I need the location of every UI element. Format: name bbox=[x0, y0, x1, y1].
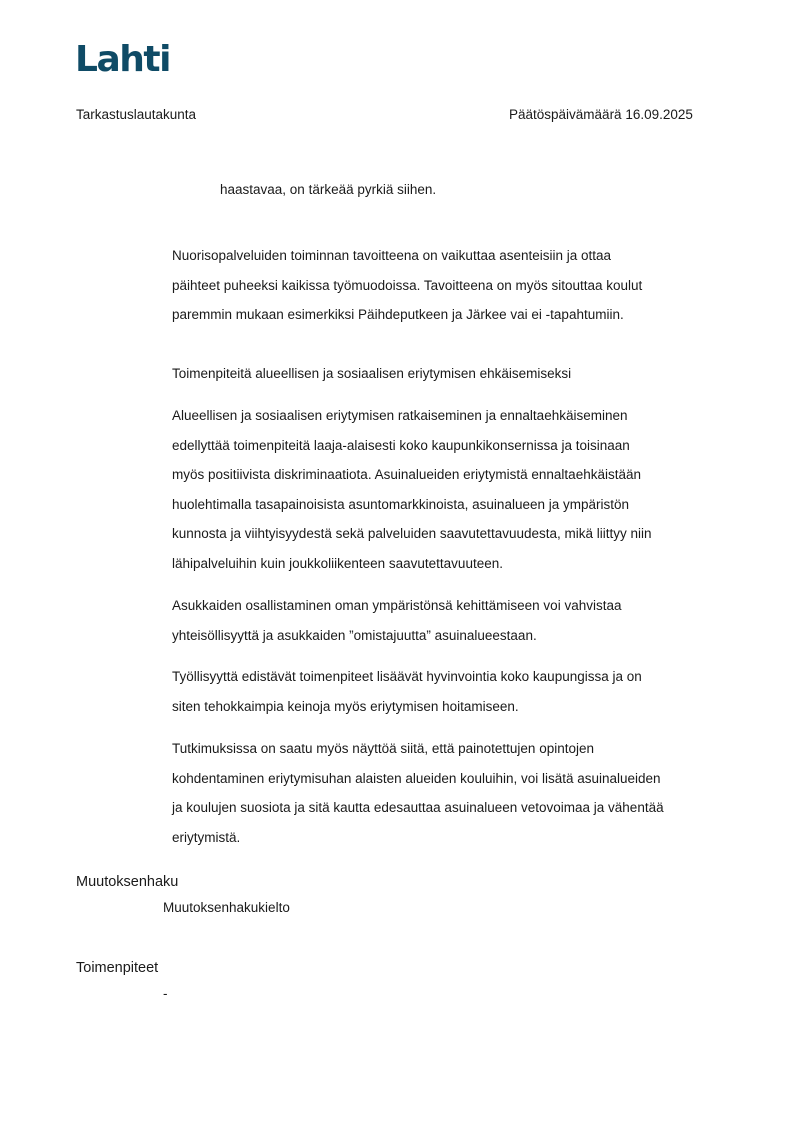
text-line: paremmin mukaan esimerkiksi Päihdeputkeen ja Järkee vai ei -tapahtumiin. bbox=[172, 307, 624, 322]
text-line: lähipalveluihin kuin joukkoliikenteen saavutettavuuteen. bbox=[172, 555, 503, 571]
text-line: eriytymistä. bbox=[172, 829, 241, 845]
text-line: Nuorisopalveluiden toiminnan tavoitteena on vaikuttaa asenteisiin ja ottaa bbox=[172, 248, 612, 263]
paragraph-segregation bbox=[172, 401, 732, 578]
lahti-logo: Lahti bbox=[75, 39, 170, 80]
text-line: Alueellisen ja sosiaalisen eriytymisen ratkaiseminen ja ennaltaehkäiseminen bbox=[172, 408, 628, 423]
text-line: yhteisöllisyyttä ja asukkaiden ”omistajuutta” asuinalueestaan. bbox=[172, 627, 537, 643]
text-line: siten tehokkaimpia keinoja myös eriytymisen hoitamiseen. bbox=[172, 698, 519, 714]
continuation-paragraph bbox=[220, 175, 780, 205]
paragraph-participation bbox=[172, 591, 732, 650]
subheading-text: Toimenpiteitä alueellisen ja sosiaalisen eriytymisen ehkäisemiseksi bbox=[172, 366, 572, 381]
text-line: myös positiivista diskriminaatiota. Asuinalueiden eriytymistä ennaltaehkäistään bbox=[172, 467, 641, 482]
text-line: ja koulujen suosiota ja sitä kautta edesauttaa asuinalueen vetovoimaa ja vähentää bbox=[172, 800, 664, 815]
text-line: päihteet puheeksi kaikissa työmuodoissa. Tavoitteena on myös sitouttaa koulut bbox=[172, 277, 643, 293]
appeal-value: Muutoksenhakukielto bbox=[163, 900, 290, 915]
actions-value: - bbox=[163, 986, 168, 1001]
text-line: huolehtimalla tasapainoisista asuntomarkkinoista, asuinalueen ja ympäristön bbox=[172, 496, 630, 512]
text-line: edellyttää toimenpiteitä laaja-alaisesti koko kaupunkikonsernissa ja toisinaan bbox=[172, 437, 630, 453]
board-name: Tarkastuslautakunta bbox=[76, 107, 197, 122]
subheading bbox=[172, 359, 732, 389]
paragraph-research bbox=[172, 734, 732, 852]
actions-heading: Toimenpiteet bbox=[76, 960, 159, 976]
paragraph-employment bbox=[172, 662, 732, 721]
text-line: Työllisyyttä edistävät toimenpiteet lisäävät hyvinvointia koko kaupungissa ja on bbox=[172, 669, 642, 684]
decision-date: Päätöspäivämäärä 16.09.2025 bbox=[509, 107, 693, 122]
appeal-heading: Muutoksenhaku bbox=[76, 874, 179, 890]
text-line: Asukkaiden osallistaminen oman ympäristönsä kehittämiseen voi vahvistaa bbox=[172, 598, 622, 613]
text-line: Tutkimuksissa on saatu myös näyttöä siitä, että painotettujen opintojen bbox=[172, 741, 594, 756]
paragraph-youth-services bbox=[172, 241, 732, 330]
text-line: haastavaa, on tärkeää pyrkiä siihen. bbox=[220, 182, 437, 197]
text-line: kunnosta ja viihtyisyydestä sekä palveluiden saavutettavuudesta, mikä liittyy niin bbox=[172, 526, 652, 541]
text-line: kohdentaminen eriytymisuhan alaisten alueiden kouluihin, voi lisätä asuinalueiden bbox=[172, 770, 661, 786]
